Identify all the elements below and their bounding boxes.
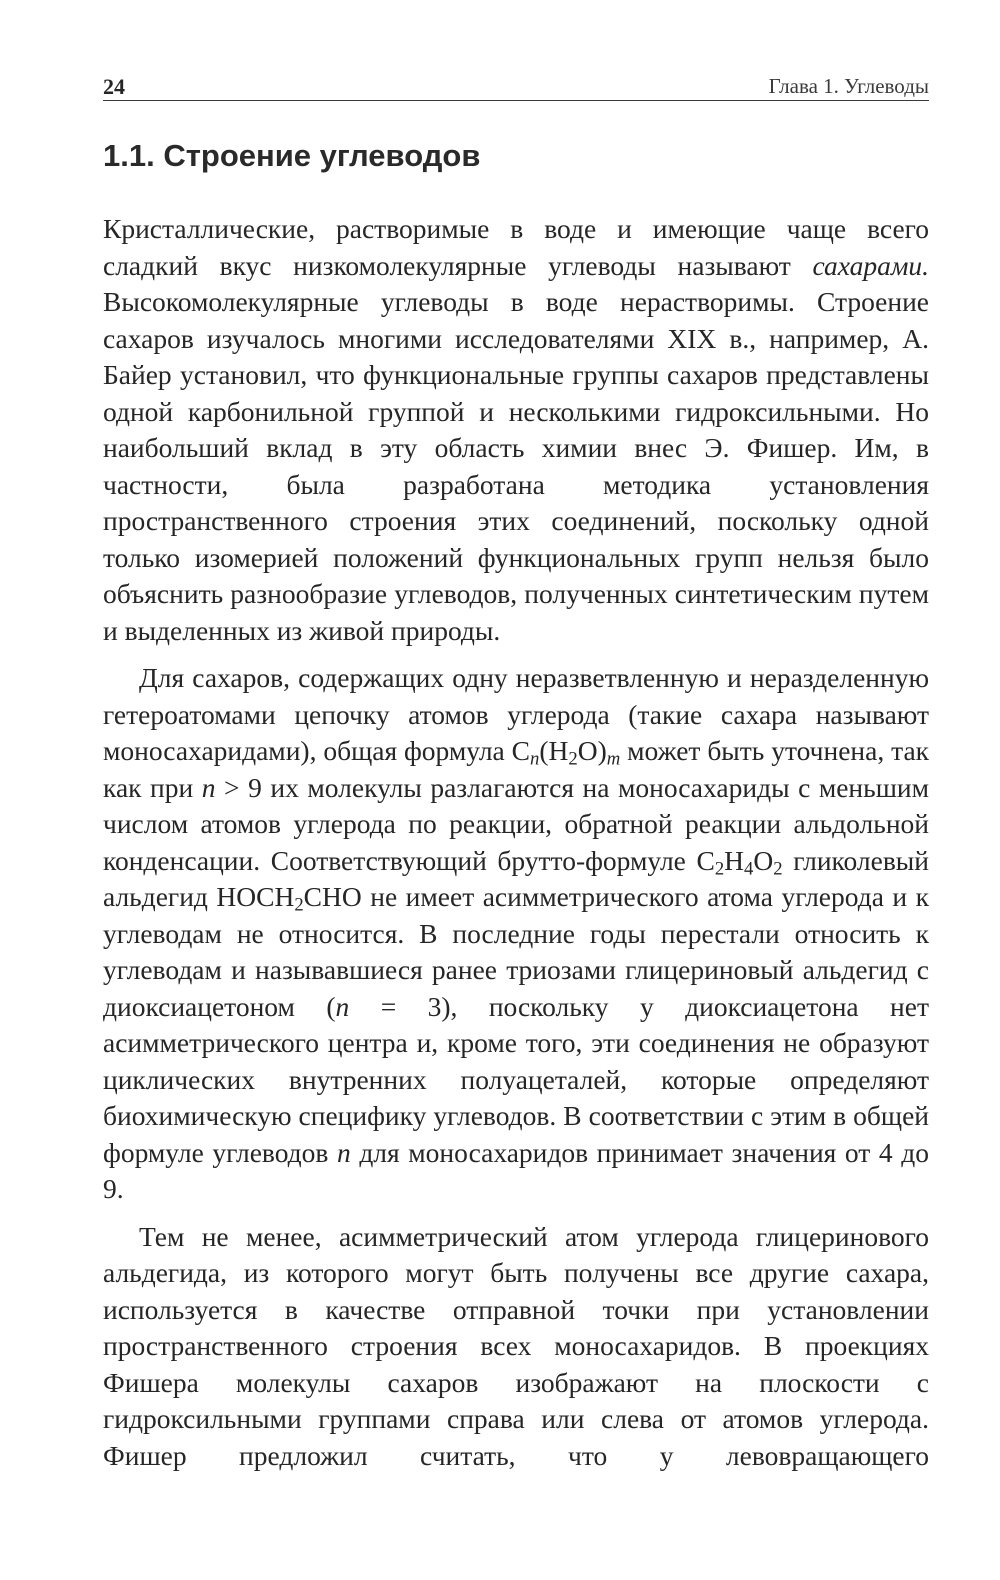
variable-n: n (335, 990, 350, 1022)
paragraph-1 (103, 211, 929, 649)
paragraph-2-text-a: может быть уточнена, так как при (103, 735, 930, 803)
page-number: 24 (103, 74, 125, 99)
section-heading: 1.1. Строение углеводов (103, 138, 481, 173)
variable-n: n (336, 1136, 351, 1168)
paragraph-2-text-e: = 3), поскольку у диоксиацетона нет асимметрического центра и, кроме того, эти соединения не образуют циклических внутренних полуацеталей, которые определяют биохимическую специфику углеводов. В соответствии с этим в общей формуле углеводов (103, 990, 929, 1168)
paragraph-2-text-d: не имеет асимметрического атома углерода и к углеводам не относится. В последние годы перестали относить к углеводам и называвшиеся ранее триозами глицериновый альдегид с диоксиацетоном ( (103, 881, 929, 1022)
paragraph-2-text: Для сахаров, содержащих одну неразветвленную и неразделенную гетероатомами цепочку атомов углерода (такие сахара называют моносахаридами), общая формула (103, 662, 929, 766)
paragraph-1-text: Кристаллические, растворимые в воде и имеющие чаще всего сладкий вкус низкомолекулярные углеводы называют (103, 213, 929, 281)
paragraph-2-text-c: гликолевый альдегид (103, 844, 929, 912)
gross-formula: $C_2H_4O_2$ (696, 844, 783, 880)
paragraph-2 (103, 660, 929, 1208)
general-formula: $C_n(H_2O)_m$ (511, 735, 621, 770)
book-page (103, 0, 929, 1580)
running-head (103, 70, 929, 101)
term-sugars: сахарами. (812, 249, 929, 281)
variable-n: n (201, 771, 216, 803)
paragraph-2-text-b: > 9 их молекулы разлагаются на моносахариды с меньшим числом атомов углерода по реакции, обратной реакции альдольной конденсации. Соответствующий брутто-формуле (103, 771, 929, 876)
glycolaldehyde-formula: $HOCH_2CHO$ (216, 881, 362, 916)
body-text (103, 211, 929, 1474)
paragraph-3: Тем не менее, асимметрический атом углерода глицеринового альдегида, из которого могут быть получены все другие сахара, используется в качестве отправной точки при установлении пространственного строения всех моносахаридов. В проекциях Фишера молекулы сахаров изображают на плоскости с гидроксильными группами справа или слева от атомов углерода. Фишер предложил считать, что у левовращающего (103, 1220, 929, 1471)
paragraph-2-text-f: для моносахаридов принимает значения от 4 до 9. (103, 1136, 929, 1204)
paragraph-1-text-cont: Высокомолекулярные углеводы в воде нерастворимы. Строение сахаров изучалось многими исследователями XIX в., например, А. Байер установил, что функциональные группы сахаров представлены одной карбонильной группой и несколькими гидроксильными. Но наибольший вклад в эту область химии внес Э. Фишер. Им, в частности, была разработана методика установления пространственного строения этих соединений, поскольку одной только изомерией положений функциональных групп нельзя было объяснить разнообразие углеводов, полученных синтетическим путем и выделенных из живой природы. (103, 286, 929, 646)
chapter-title: Глава 1. Углеводы (768, 74, 929, 98)
